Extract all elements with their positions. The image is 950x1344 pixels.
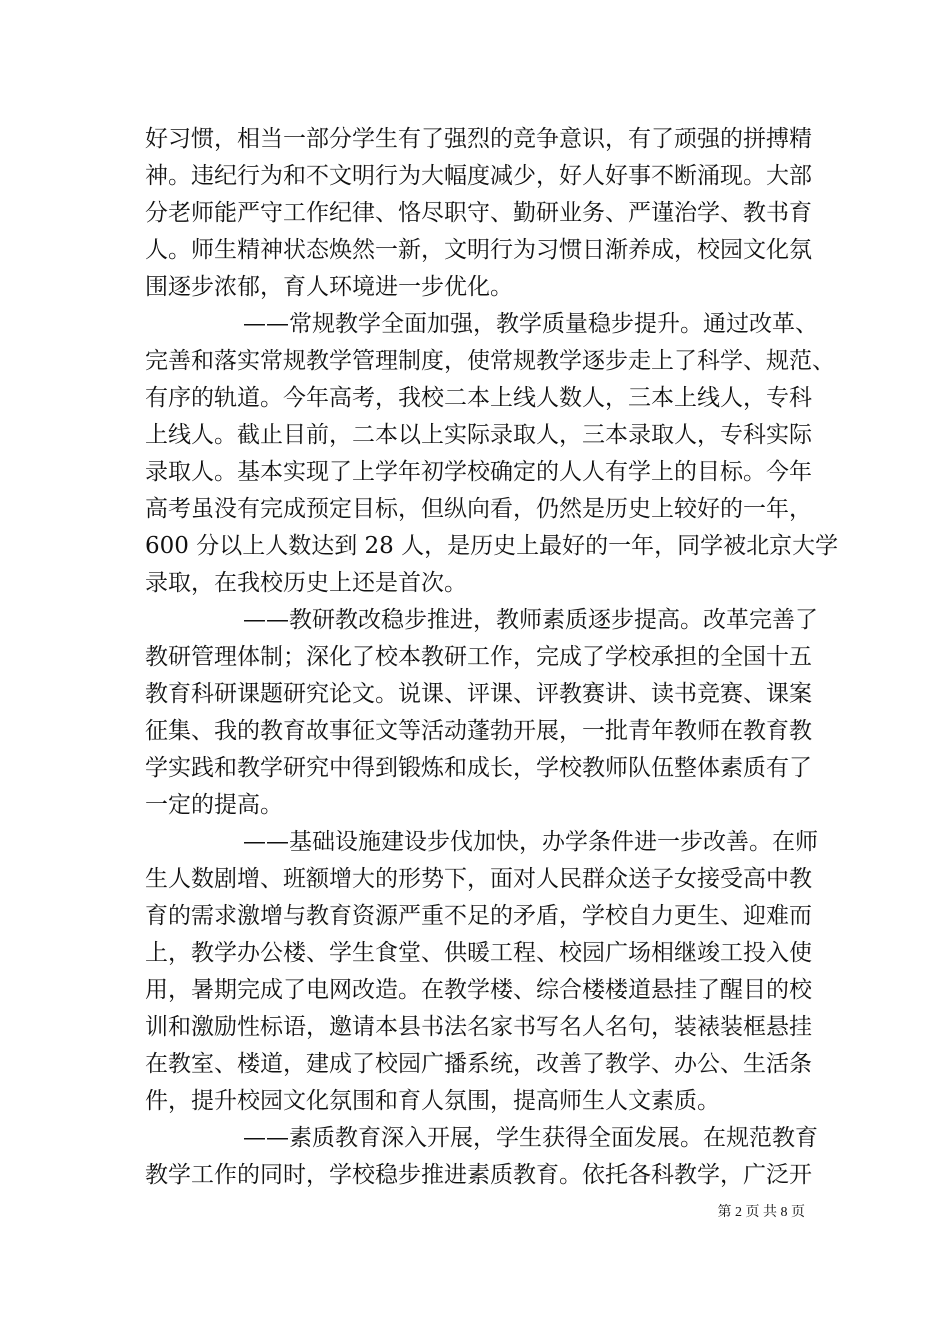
- text-line: 件，提升校园文化氛围和育人氛围，提高师生人文素质。: [145, 1088, 720, 1114]
- text-line: 在教室、楼道，建成了校园广播系统，改善了教学、办公、生活条: [145, 1051, 812, 1077]
- text-line: 分老师能严守工作纪律、恪尽职守、勤研业务、严谨治学、教书育: [145, 200, 812, 226]
- page-number-footer: 第 2 页 共 8 页: [717, 1205, 805, 1220]
- text-line: 录取人。基本实现了上学年初学校确定的人人有学上的目标。今年: [145, 459, 812, 485]
- text-line: 征集、我的教育故事征文等活动蓬勃开展，一批青年教师在教育教: [145, 718, 812, 744]
- text-line: 高考虽没有完成预定目标，但纵向看，仍然是历史上较好的一年，: [145, 496, 812, 522]
- text-line: 一定的提高。: [145, 792, 283, 818]
- text-line: 育的需求激增与教育资源严重不足的矛盾，学校自力更生、迎难而: [145, 903, 812, 929]
- text-line: 上，教学办公楼、学生食堂、供暖工程、校园广场相继竣工投入使: [145, 940, 812, 966]
- text-line: 好习惯，相当一部分学生有了强烈的竞争意识，有了顽强的拼搏精: [145, 126, 812, 152]
- text-line: 教学工作的同时，学校稳步推进素质教育。依托各科教学，广泛开: [145, 1162, 812, 1188]
- text-line: 学实践和教学研究中得到锻炼和成长，学校教师队伍整体素质有了: [145, 755, 812, 781]
- text-line: 人。师生精神状态焕然一新，文明行为习惯日渐养成，校园文化氛: [145, 237, 812, 263]
- text-line: 生人数剧增、班额增大的形势下，面对人民群众送子女接受高中教: [145, 866, 812, 892]
- text-line: 上线人。截止目前，二本以上实际录取人，三本录取人，专科实际: [145, 422, 812, 448]
- text-line: 教育科研课题研究论文。说课、评课、评教赛讲、读书竞赛、课案: [145, 681, 812, 707]
- text-line: 完善和落实常规教学管理制度，使常规教学逐步走上了科学、规范、: [145, 348, 835, 374]
- text-line: 录取，在我校历史上还是首次。: [145, 570, 467, 596]
- text-line: 600 分以上人数达到 28 人，是历史上最好的一年，同学被北京大学: [145, 533, 839, 559]
- paragraph-heading-line: ——教研教改稳步推进，教师素质逐步提高。改革完善了: [243, 607, 818, 633]
- paragraph-heading-line: ——素质教育深入开展，学生获得全面发展。在规范教育: [243, 1125, 818, 1151]
- text-line: 用，暑期完成了电网改造。在教学楼、综合楼楼道悬挂了醒目的校: [145, 977, 812, 1003]
- text-line: 神。违纪行为和不文明行为大幅度减少，好人好事不断涌现。大部: [145, 163, 812, 189]
- text-line: 教研管理体制；深化了校本教研工作，完成了学校承担的全国十五: [145, 644, 812, 670]
- paragraph-heading-line: ——基础设施建设步伐加快，办学条件进一步改善。在师: [243, 829, 818, 855]
- paragraph-heading-line: ——常规教学全面加强，教学质量稳步提升。通过改革、: [243, 311, 818, 337]
- text-line: 围逐步浓郁，育人环境进一步优化。: [145, 274, 513, 300]
- text-line: 训和激励性标语，邀请本县书法名家书写名人名句，装裱装框悬挂: [145, 1014, 812, 1040]
- text-line: 有序的轨道。今年高考，我校二本上线人数人，三本上线人，专科: [145, 385, 812, 411]
